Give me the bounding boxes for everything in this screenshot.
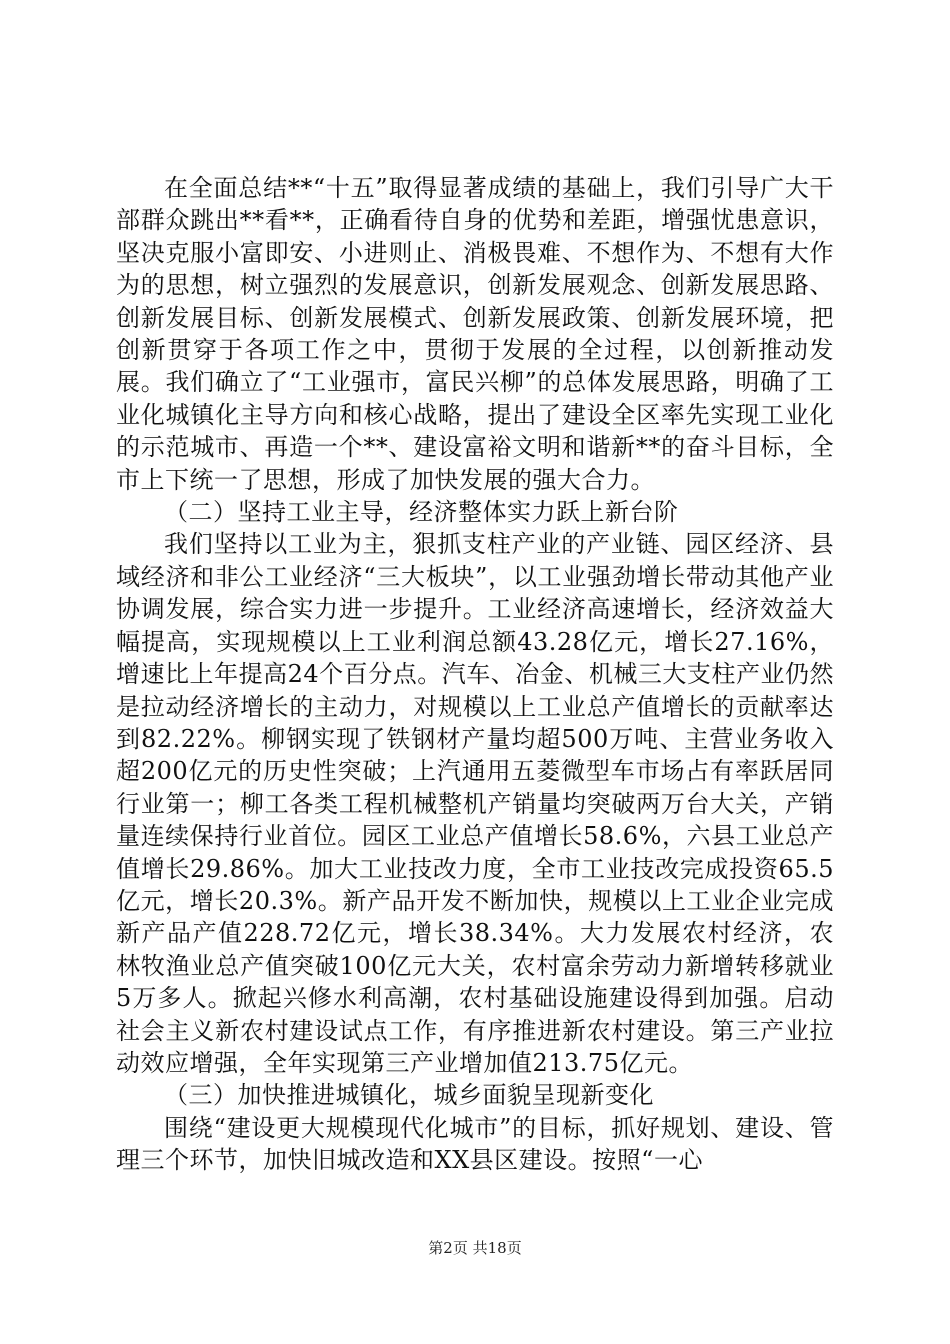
paragraph-urbanization: 围绕“建设更大规模现代化城市”的目标，抓好规划、建设、管理三个环节，加快旧城改造和XX县区建设。按照“一心	[116, 1113, 834, 1175]
page-footer: 第2页 共18页	[428, 1239, 522, 1257]
paragraph-summary: 在全面总结**“十五”取得显著成绩的基础上，我们引导广大干部群众跳出**看**，正确看待自身的优势和差距，增强忧患意识，坚决克服小富即安、小进则止、消极畏难、不想作为、不想有大作为的思想，树立强烈的发展意识，创新发展观念、创新发展思路、创新发展目标、创新发展模式、创新发展政策、创新发展环境，把创新贯穿于各项工作之中，贯彻于发展的全过程，以创新推动发展。我们确立了“工业强市，富民兴柳”的总体发展思路，明确了工业化城镇化主导方向和核心战略，提出了建设全区率先实现工业化的示范城市、再造一个**、建设富裕文明和谐新**的奋斗目标，全市上下统一了思想，形成了加快发展的强大合力。	[116, 174, 834, 494]
section-heading-3: （三）加快推进城镇化，城乡面貌呈现新变化	[164, 1081, 654, 1110]
document-body	[116, 172, 834, 1177]
paragraph-industry: 我们坚持以工业为主，狠抓支柱产业的产业链、园区经济、县域经济和非公工业经济“三大板块”，以工业强劲增长带动其他产业协调发展，综合实力进一步提升。工业经济高速增长，经济效益大幅提高，实现规模以上工业利润总额43.28亿元，增长27.16%，增速比上年提高24个百分点。汽车、冶金、机械三大支柱产业仍然是拉动经济增长的主动力，对规模以上工业总产值增长的贡献率达到82.22%。柳钢实现了铁钢材产量均超500万吨、主营业务收入超200亿元的历史性突破；上汽通用五菱微型车市场占有率跃居同行业第一；柳工各类工程机械整机产销量均突破两万台大关，产销量连续保持行业首位。园区工业总产值增长58.6%，六县工业总产值增长29.86%。加大工业技改力度，全市工业技改完成投资65.5亿元，增长20.3%。新产品开发不断加快，规模以上工业企业完成新产品产值228.72亿元，增长38.34%。大力发展农村经济，农林牧渔业总产值突破100亿元大关，农村富余劳动力新增转移就业5万多人。掀起兴修水利高潮，农村基础设施建设得到加强。启动社会主义新农村建设试点工作，有序推进新农村建设。第三产业拉动效应增强，全年实现第三产业增加值213.75亿元。	[116, 530, 834, 1077]
section-heading-2: （二）坚持工业主导，经济整体实力跃上新台阶	[164, 498, 679, 527]
